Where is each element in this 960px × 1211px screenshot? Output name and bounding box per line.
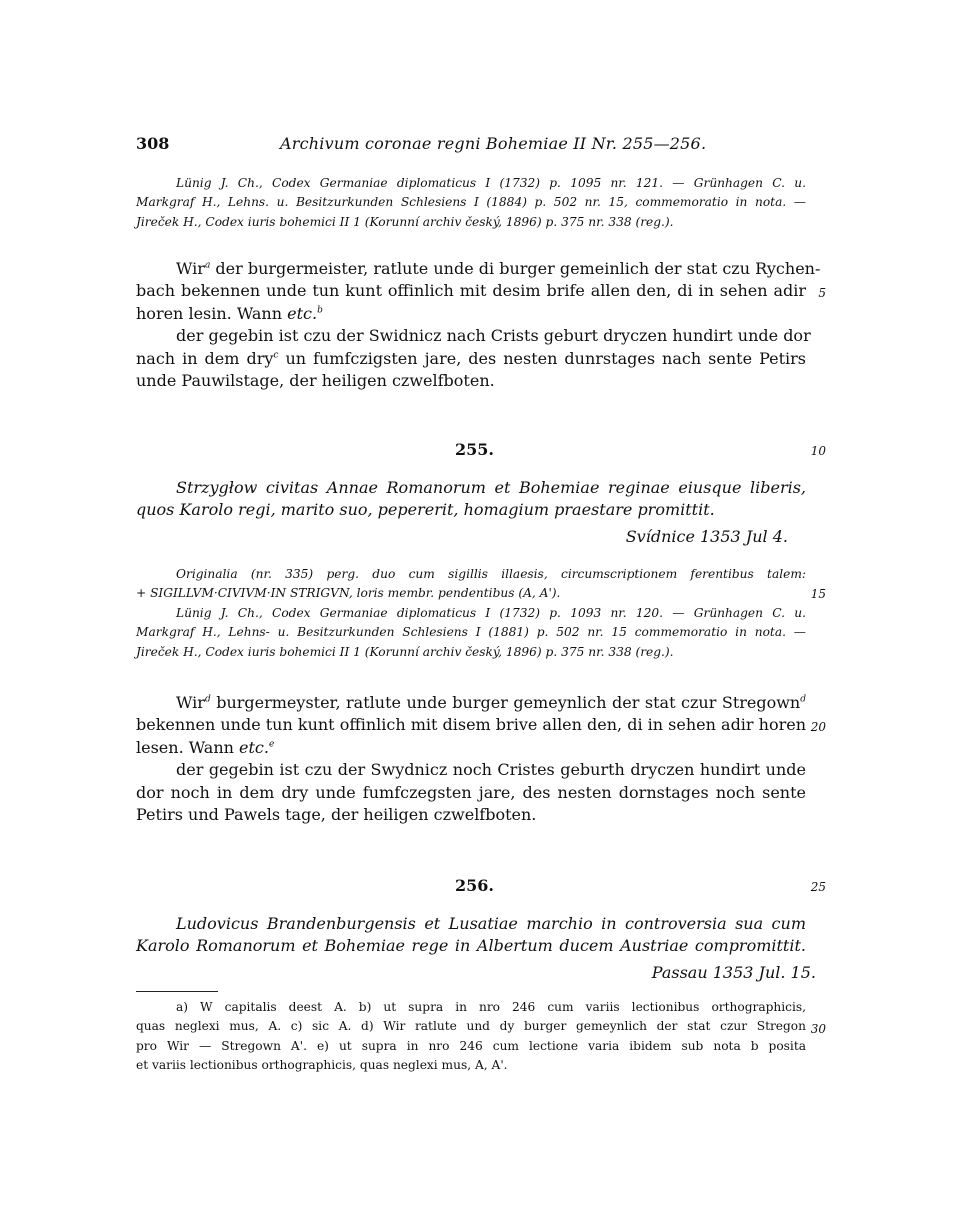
footnote-line: a) W capitalis deest A. b) ut supra in nro 246 cum variis lectionibus orthographicis, xyxy=(176,1000,806,1014)
regest-line: Strzygłow civitas Annae Romanorum et Bohemiae reginae eiusque liberis, xyxy=(176,478,806,497)
running-header xyxy=(136,134,806,156)
footnote-line: pro Wir — Stregown A'. e) ut supra in nro 246 cum lectione varia ibidem sub nota b posita xyxy=(136,1038,806,1053)
footnote-rule xyxy=(136,991,218,992)
text-line: Petirs und Pawels tage, der heiligen czwelfboten. xyxy=(136,805,537,825)
text-line: der gegebin ist czu der Swydnicz noch Cristes geburth dryczen hundirt unde xyxy=(176,760,806,780)
entry-number-256: 256. xyxy=(455,876,494,895)
source-line: Markgraf H., Lehns- u. Besitzurkunden Schlesiens I (1881) p. 502 nr. 15 commemoratio in nota. — xyxy=(136,625,806,640)
regest-line: Ludovicus Brandenburgensis et Lusatiae marchio in controversia sua cum xyxy=(176,914,806,933)
text-line: Wir$^d$ burgermeyster, ratlute unde burger gemeynlich der stat czur Stregown$^d$ xyxy=(176,693,806,712)
page-number: 308 xyxy=(136,134,170,153)
source-line: Markgraf H., Lehns. u. Besitzurkunden Schlesiens I (1884) p. 502 nr. 15, commemoratio in nota. — xyxy=(136,195,806,210)
source-line: Lünig J. Ch., Codex Germaniae diplomaticus I (1732) p. 1095 nr. 121. — Grünhagen C. u. xyxy=(176,176,806,190)
line-number-25: 25 xyxy=(810,880,826,894)
footnotes xyxy=(136,998,806,1076)
running-title: Archivum coronae regni Bohemiae II Nr. 255—256. xyxy=(280,134,707,153)
text-line: dor noch in dem dry unde fumfczegsten jare, des nesten dornstages noch sente xyxy=(136,782,806,802)
line-number-5: 5 xyxy=(818,286,826,300)
text-line: lesen. Wann etc.$^e$ xyxy=(136,737,275,757)
line-number-15: 15 xyxy=(810,587,826,601)
footnote-marker: d xyxy=(800,694,806,705)
text-line: horen lesin. Wann etc.$^b$ xyxy=(136,303,323,323)
entry-254-sources xyxy=(136,174,806,232)
entry-255-regest xyxy=(136,477,806,522)
line-number-10: 10 xyxy=(810,444,826,458)
entry-number-255: 255. xyxy=(455,440,494,459)
line-number-20: 20 xyxy=(810,720,826,734)
entry-255-sources xyxy=(136,565,806,662)
text-line: der gegebin ist czu der Swidnicz nach Crists geburt dryczen hundirt unde dor xyxy=(176,326,811,346)
text-line: Wir$^a$ der burgermeister, ratlute unde di burger gemeinlich der stat czu Rychen- xyxy=(176,259,821,278)
entry-256-place-date: Passau 1353 Jul. 15. xyxy=(651,963,816,982)
source-line: Originalia (nr. 335) perg. duo cum sigillis illaesis, circumscriptionem ferentibus talem: xyxy=(176,567,806,581)
source-line: Jireček H., Codex iuris bohemici II 1 (Korunní archiv český, 1896) p. 375 nr. 338 (reg.). xyxy=(136,214,674,229)
source-line: Lünig J. Ch., Codex Germaniae diplomaticus I (1732) p. 1093 nr. 120. — Grünhagen C. u. xyxy=(176,605,806,620)
footnote-line: quas neglexi mus, A. c) sic A. d) Wir ratlute und dy burger gemeynlich der stat czur Stregon xyxy=(136,1019,806,1034)
line-number-30: 30 xyxy=(810,1022,826,1036)
entry-254-text xyxy=(136,258,821,392)
footnote-marker: a xyxy=(204,260,211,271)
entry-255-text xyxy=(136,692,806,826)
regest-line: Karolo Romanorum et Bohemiae rege in Albertum ducem Austriae compromittit. xyxy=(136,936,806,956)
entry-256-regest xyxy=(136,913,806,958)
text-line: bekennen unde tun kunt offinlich mit disem brive allen den, di in sehen adir horen xyxy=(136,715,807,735)
footnote-marker: b xyxy=(317,305,323,316)
regest-line: quos Karolo regi, marito suo, pepererit, homagium praestare promittit. xyxy=(136,500,715,520)
text-line: unde Pauwilstage, der heiligen czwelfboten. xyxy=(136,371,495,391)
text-line: bach bekennen unde tun kunt offinlich mit desim brife allen den, di in sehen adir xyxy=(136,281,806,301)
text-line: nach in dem dry$^c$ un fumfczigsten jare, des nesten dunrstages nach sente Petirs xyxy=(136,348,806,368)
source-line: Jireček H., Codex iuris bohemici II 1 (Korunní archiv český, 1896) p. 375 nr. 338 (reg.). xyxy=(136,644,674,659)
source-line: + SIGILLVM·CIVIVM·IN STRIGVN, loris membr. pendentibus (A, A'). xyxy=(136,586,561,601)
entry-255-place-date: Svídnice 1353 Jul 4. xyxy=(625,527,788,546)
footnote-line: et variis lectionibus orthographicis, quas neglexi mus, A, A'. xyxy=(136,1058,508,1073)
footnote-marker: c xyxy=(273,350,279,361)
footnote-marker: e xyxy=(268,739,275,750)
footnote-marker: d xyxy=(204,694,211,705)
